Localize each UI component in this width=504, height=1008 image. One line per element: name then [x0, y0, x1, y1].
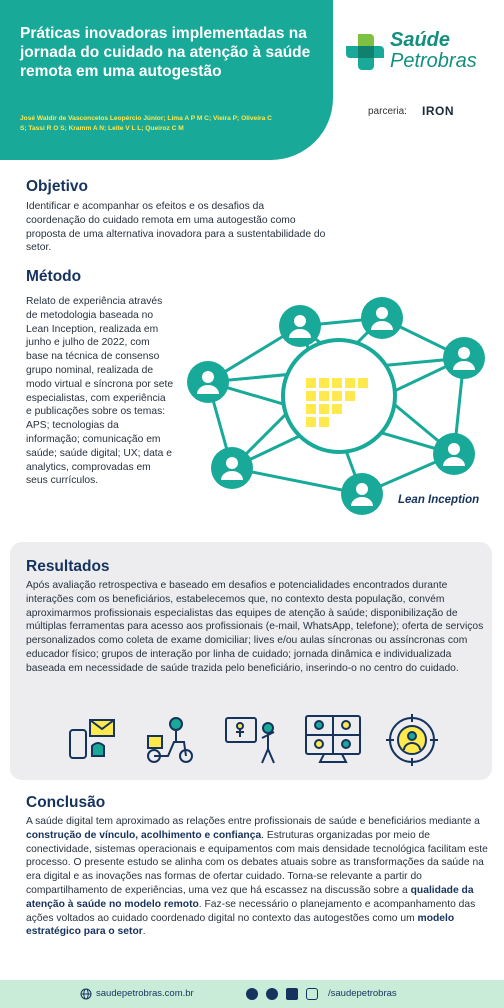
delivery-scooter-icon — [142, 712, 198, 768]
specialist-avatar-icon — [187, 361, 229, 403]
conclusao-part-4: . — [142, 926, 146, 938]
metodo-text: Relato de experiência através de metodologia baseada no Lean Inception, realizada em junho e julho de 2022, com base na técnica de consenso grupo nominal, realizada de modo virtual e síncrona por sete especialistas, com experiência e publicações sobre os temas: APS; tecnologias da informação; comunicação em saúde; saúde digital; UX; data e analytics, comprovadas em seus currículos. — [26, 296, 174, 487]
conclusao-part-1: A saúde digital tem aproximado as relações entre profissionais de saúde e beneficiários mediante a — [26, 816, 480, 827]
fitness-class-icon — [222, 712, 282, 768]
footer-social-handle[interactable]: /saudepetrobras — [328, 988, 397, 999]
poster-title: Práticas inovadoras implementadas na jornada do cuidado na atenção à saúde remota em uma autogestão — [20, 25, 311, 80]
linkedin-icon[interactable] — [286, 988, 298, 1000]
lean-inception-label: Lean Inception — [398, 494, 480, 506]
instagram-icon[interactable] — [306, 988, 318, 1000]
objetivo-text: Identificar e acompanhar os efeitos e os desafios da coordenação do cuidado remota em uma autogestão como proposta de uma alternativa inovadora para a sustentabilidade do setor. — [26, 201, 326, 254]
conclusao-highlight-3: modelo estratégico para o setor — [26, 912, 455, 938]
specialist-avatar-icon — [211, 447, 253, 489]
resultados-text: Após avaliação retrospectiva e baseado em desafios e potencialidades encontrados durante interações com os beneficiários, estabelecemos que, no contexto desta população, convém aproximarmos profissionais especialistas das equipes de atenção à saúde; disponibilização de múltiplas ferramentas para acesso aos profissionais (e-mail, WhatsApp, telefone); oferta de serviços personalizados como coleta de exame domiciliar; lives e/ou aulas síncronas ou assíncronas com educador físico; grupos de interação por linha de cuidado; jornada dinâmica e individualizada baseada em necessidade de saúde trazida pelo beneficiário, inserindo-o no centro do cuidado. — [26, 580, 484, 674]
globe-icon — [80, 988, 92, 1000]
specialist-avatar-icon — [279, 305, 321, 347]
logo-line1: Saúde — [390, 29, 451, 51]
phone-email-icon — [64, 712, 120, 768]
footer-website-link[interactable]: saudepetrobras.com.br — [96, 988, 194, 999]
youtube-icon[interactable] — [266, 988, 278, 1000]
conclusao-part-2: . Estruturas organizadas por meio de conectividade, sistemas operacionais e equipamentos com mais densidade tecnológica facilitam este processo. O presente estudo se alinha com os debates atuais sobre as transformações da saúde na era digital e as inovações nas formas de ofertar cuidado. Torna-se relevante a partir do compartilhamento de experiências, uma vez que há escassez na discussão sobre a — [26, 829, 488, 896]
target-person-icon — [384, 712, 440, 768]
specialist-avatar-icon — [443, 337, 485, 379]
lean-inception-network-diagram — [184, 292, 500, 524]
metodo-heading: Método — [26, 268, 82, 285]
specialist-avatar-icon — [361, 297, 403, 339]
logo-cross-icon — [342, 30, 386, 74]
authors-list: José Waldir de Vasconcelos Leopércio Júnior; Lima A P M C; Vieira P; Oliveira C S; Tassi R O S; Kramm A N; Leite V L L; Queiroz C M — [20, 115, 272, 132]
resultados-heading: Resultados — [26, 558, 110, 575]
facebook-icon[interactable] — [246, 988, 258, 1000]
objetivo-heading: Objetivo — [26, 178, 89, 195]
footer — [0, 980, 504, 1008]
logo-line2: Petrobras — [390, 50, 477, 72]
conclusao-highlight-1: construção de vínculo, acolhimento e confiança — [26, 829, 262, 841]
conclusao-part-3: . Faz-se necessário o planejamento e acompanhamento das ações voltados ao cuidado coordenado digital no contexto das autogestões como um — [26, 898, 476, 924]
conclusao-text — [26, 815, 494, 939]
conclusao-highlight-2: qualidade da atenção à saúde no modelo remoto — [26, 884, 474, 910]
conclusao-heading: Conclusão — [26, 794, 106, 811]
partner-label: parceria: — [368, 106, 407, 117]
partner-logo: IRON — [422, 104, 454, 118]
resultados-icons-row — [56, 712, 456, 772]
video-call-icon — [302, 712, 364, 768]
logo-text — [390, 30, 477, 72]
specialist-avatar-icon — [433, 433, 475, 475]
saude-petrobras-logo — [342, 26, 502, 80]
specialist-avatar-icon — [341, 473, 383, 515]
